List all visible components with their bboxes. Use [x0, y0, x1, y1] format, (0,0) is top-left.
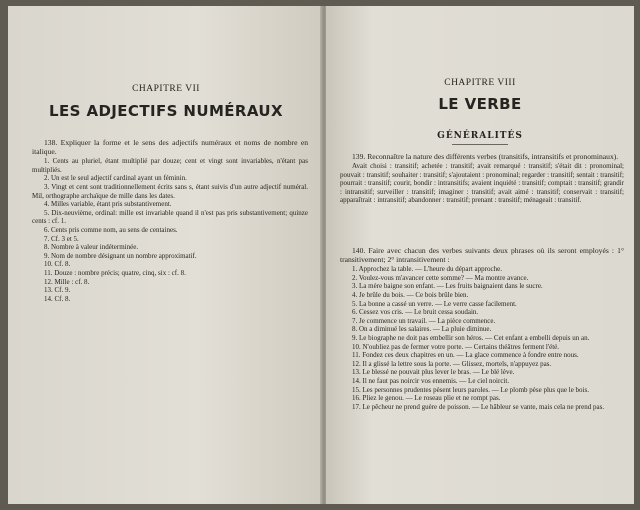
exercise-intro: 140. Faire avec chacun des verbes suivants deux phrases où ils seront employés : 1° transitivement; 2° intransitivement : — [340, 246, 624, 265]
list-item: 11. Douze : nombre précis; quatre, cinq, six : cf. 8. — [44, 268, 186, 277]
list-item: 14. Il ne faut pas noircir vos ennemis. — Le ciel noircit. — [352, 376, 510, 385]
answer-paragraph: Avait choisi : transitif; achetée : transitif; avait remarqué : transitif; s'était dit : pronominal; pouvait : transitif; souhaiter : transitif; s'ajoutaient : pronominal; regarder : transitif; sentait : transitif; pourrait : transitif; courir, bondir : intransitifs; avaient inquiété : transitif; comptait : transitif; grandir : intransitif; surveiller : transitif; imaginer : transitif; avait aimé : transitif; conservait : transitif; apparaîtrait : intransitif; abandonner : transitif; prenant : transitif; ménageait : transitif. — [340, 162, 624, 205]
list-item: 14. Cf. 8. — [44, 294, 71, 303]
chapter-heading: CHAPITRE VIII — [444, 78, 516, 88]
list-item: 8. On a diminué les salaires. — La pluie diminue. — [352, 325, 492, 334]
list-item: 8. Nombre à valeur indéterminée. — [44, 243, 139, 252]
list-item: 4. Je brûle du bois. — Ce bois brûle bien. — [352, 290, 469, 299]
answer-list — [340, 265, 624, 411]
list-item: 9. Nom de nombre désignant un nombre approximatif. — [44, 251, 197, 260]
list-item: 17. Le pêcheur ne prend guère de poisson. — Le hâbleur se vante, mais cela ne prend pas. — [352, 402, 605, 411]
list-item: 7. Je commence un travail. — La pièce commence. — [352, 316, 496, 325]
list-item: 2. Voulez-vous m'avancer cette somme? — Ma montre avance. — [352, 273, 529, 282]
list-item: 10. N'oubliez pas de fermer votre porte. — Certains théâtres ferment l'été. — [352, 342, 559, 351]
list-item: 6. Cessez vos cris. — Le bruit cessa soudain. — [352, 308, 479, 317]
chapter-heading: CHAPITRE VII — [132, 84, 200, 94]
exercise-140 — [340, 246, 624, 411]
list-item: 5. La bonne a cassé un verre. — Le verre casse facilement. — [352, 299, 517, 308]
list-item: 13. Cf. 9. — [44, 286, 71, 295]
list-item: 4. Milles variable, étant pris substantivement. — [44, 200, 172, 209]
list-item: 3. Vingt et cent sont traditionnellement écrits sans s, étant suivis d'un autre adjectif numéral. Mil, orthographe archaïque de mille dans les dates. — [32, 182, 308, 200]
list-item: 9. Le biographe ne doit pas embellir son héros. — Cet enfant a embelli depuis un an. — [352, 333, 590, 342]
list-item: 3. La mère baigne son enfant. — Les fruits baignaient dans le sucre. — [352, 282, 543, 291]
exercise-intro: 138. Expliquer la forme et le sens des adjectifs numéraux et noms de nombre en italique. — [32, 138, 308, 157]
chapter-title: LES ADJECTIFS NUMÉRAUX — [49, 102, 283, 120]
list-item: 16. Pliez le genou. — Le roseau plie et ne rompt pas. — [352, 394, 501, 403]
list-item: 1. Cents au pluriel, étant multiplié par douze; cent et vingt sont invariables, n'étant pas multipliés. — [32, 157, 308, 174]
list-item: 5. Dix-neuvième, ordinal: mille est invariable quand il n'est pas pris substantivement; quinze cents : cf. 1. — [32, 208, 308, 226]
list-item: 13. Le blessé ne pouvait plus lever le bras. — Le blé lève. — [352, 368, 515, 377]
chapter-title: LE VERBE — [438, 95, 522, 113]
answer-list — [32, 157, 308, 303]
list-item: 6. Cents pris comme nom, au sens de centaines. — [44, 225, 178, 234]
left-page — [8, 6, 324, 504]
list-item: 12. Il a glissé la lettre sous la porte. — Glissez, mortels, n'appuyez pas. — [352, 359, 552, 368]
list-item: 7. Cf. 3 et 5. — [44, 234, 79, 243]
list-item: 11. Fondez ces deux chapitres en un. — La glace commence à fondre entre nous. — [352, 351, 579, 360]
subtitle-divider — [452, 144, 508, 145]
exercise-intro: 139. Reconnaître la nature des différents verbes (transitifs, intransitifs et pronominaux). — [352, 152, 619, 161]
list-item: 1. Approchez la table. — L'heure du départ approche. — [352, 265, 502, 274]
list-item: 10. Cf. 8. — [44, 260, 71, 269]
exercise-138 — [32, 138, 308, 303]
list-item: 12. Mille : cf. 8. — [44, 277, 90, 286]
list-item: 2. Un est le seul adjectif cardinal ayant un féminin. — [44, 174, 187, 183]
right-page — [326, 6, 634, 504]
exercise-139 — [340, 152, 624, 205]
section-subtitle: GÉNÉRALITÉS — [437, 131, 523, 141]
list-item: 15. Les personnes prudentes pèsent leurs paroles. — Le plomb pèse plus que le bois. — [352, 385, 589, 394]
